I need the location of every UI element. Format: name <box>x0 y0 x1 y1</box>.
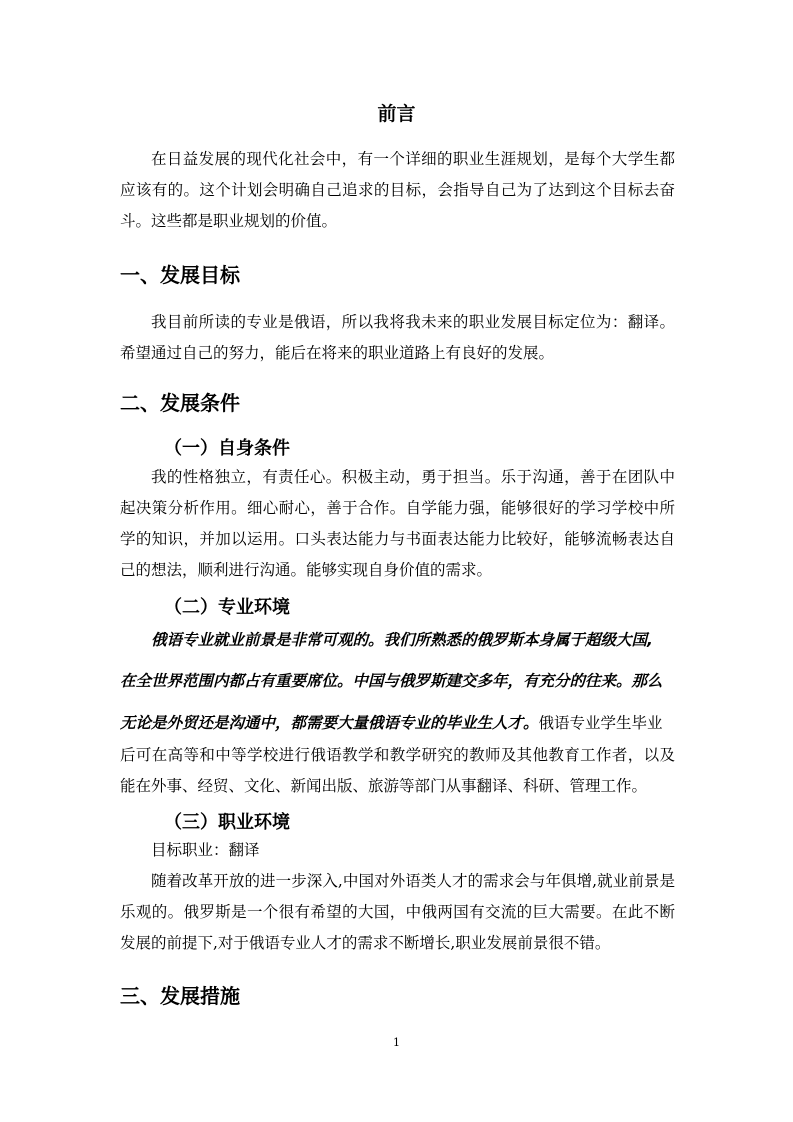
sub3-target-line: 目标职业：翻译 <box>151 841 260 859</box>
sub1-paragraph: 我的性格独立，有责任心。积极主动，勇于担当。乐于沟通，善于在团队中起决策分析作用。细心耐心，善于合作。自学能力强，能够很好的学习学校中所学的知识，并加以运用。口头表达能力与书面表达能力比较好，能够流畅表达自己的想法，顺利进行沟通。能够实现自身价值的需求。 <box>120 468 675 579</box>
sub1-heading: （一）自身条件 <box>164 438 290 459</box>
section1-heading: 一、发展目标 <box>120 263 240 287</box>
section3-heading: 三、发展措施 <box>120 984 240 1008</box>
sub2-normal-tail: 俄语专业学生毕业 <box>538 714 663 732</box>
sub3-paragraph: 随着改革开放的进一步深入,中国对外语类人才的需求会与年俱增,就业前景是乐观的。俄罗斯是一个很有希望的大国，中俄两国有交流的巨大需要。在此不断发展的前提下,对于俄语专业人才的需求不断增长,职业发展前景很不错。 <box>120 872 675 952</box>
section1-paragraph: 我目前所读的专业是俄语，所以我将我未来的职业发展目标定位为：翻译。希望通过自己的努力，能后在将来的职业道路上有良好的发展。 <box>120 313 675 362</box>
preface-paragraph: 在日益发展的现代化社会中，有一个详细的职业生涯规划，是每个大学生都应该有的。这个计划会明确自己追求的目标，会指导自己为了达到这个目标去奋斗。这些都是职业规划的价值。 <box>120 150 675 230</box>
sub2-mixed-line <box>120 711 675 735</box>
page-number: 1 <box>393 1036 400 1049</box>
sub2-paragraph-rest: 后可在高等和中等学校进行俄语教学和教学研究的教师及其他教育工作者，以及能在外事、经贸、文化、新闻出版、旅游等部门从事翻译、科研、管理工作。 <box>120 746 675 795</box>
sub2-bold-line-1: 俄语专业就业前景是非常可观的。我们所熟悉的俄罗斯本身属于超级大国, <box>151 631 653 649</box>
sub2-bold-line-3: 无论是外贸还是沟通中，都需要大量俄语专业的毕业生人才。 <box>120 714 539 732</box>
section2-heading: 二、发展条件 <box>120 391 240 415</box>
preface-title: 前言 <box>377 103 416 125</box>
sub2-heading: （二）专业环境 <box>164 597 290 618</box>
sub3-heading: （三）职业环境 <box>164 812 290 833</box>
sub2-bold-line-2: 在全世界范围内都占有重要席位。中国与俄罗斯建交多年，有充分的往来。那么 <box>120 672 663 690</box>
